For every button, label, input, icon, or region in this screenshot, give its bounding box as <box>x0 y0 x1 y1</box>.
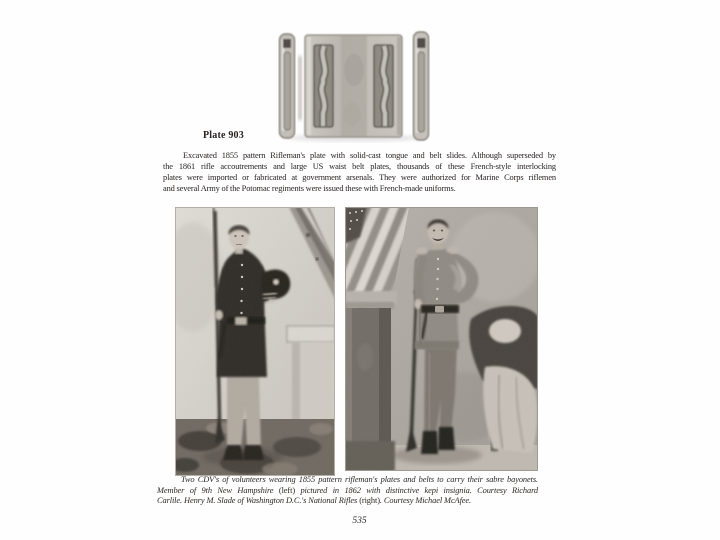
body-line: Excavated 1855 pattern Rifleman's plate with solid-cast tongue and belt slides. Although superseded by <box>183 151 556 160</box>
scan-smudge <box>298 56 302 120</box>
body-line: plates were imported or fabricated at government arsenals. They were authorized for Marine Corps riflemen <box>163 173 556 182</box>
belt-plate-photo <box>278 30 430 143</box>
soldier-left-illustration <box>175 207 335 476</box>
cdv-photo-left <box>175 207 335 476</box>
soldier-right-illustration <box>345 207 538 471</box>
caption-segment: Two CDV's of volunteers wearing 1855 pattern rifleman's plates and belts to carry their sabre bayonets. <box>181 475 538 484</box>
photo-grain <box>175 207 335 476</box>
caption-segment: (right) <box>359 496 380 505</box>
body-line: and several Army of the Potomac regiments were issued these with French-made uniforms. <box>163 184 456 193</box>
plate-label: Plate 903 <box>203 130 244 141</box>
photo-caption <box>157 475 538 507</box>
caption-segment: Carlile. Henry M. Slade of Washington D.C.'s National Rifles <box>157 496 360 505</box>
body-line: the 1861 rifle accoutrements and large US waist belt plates, thousands of these French-style interlocking <box>163 162 556 171</box>
caption-segment: pictured in 1862 with distinctive kepi insignia. Courtesy Richard <box>295 485 539 495</box>
cap-line <box>157 496 538 507</box>
cap-line <box>157 475 538 486</box>
description-paragraph <box>163 150 556 194</box>
cdv-photo-right <box>345 207 538 471</box>
belt-plate-illustration <box>278 30 430 143</box>
belt-slide-left <box>280 34 295 138</box>
caption-segment: Member of 9th New Hampshire <box>157 485 279 495</box>
belt-slide-right <box>414 32 429 140</box>
photo-grain <box>345 207 538 471</box>
interlocking-buckle <box>305 35 402 137</box>
caption-segment: (left) <box>278 485 296 495</box>
caption-segment: . Courtesy Michael McAfee. <box>379 496 472 505</box>
cap-line <box>157 486 538 497</box>
page-number: 535 <box>352 516 367 526</box>
